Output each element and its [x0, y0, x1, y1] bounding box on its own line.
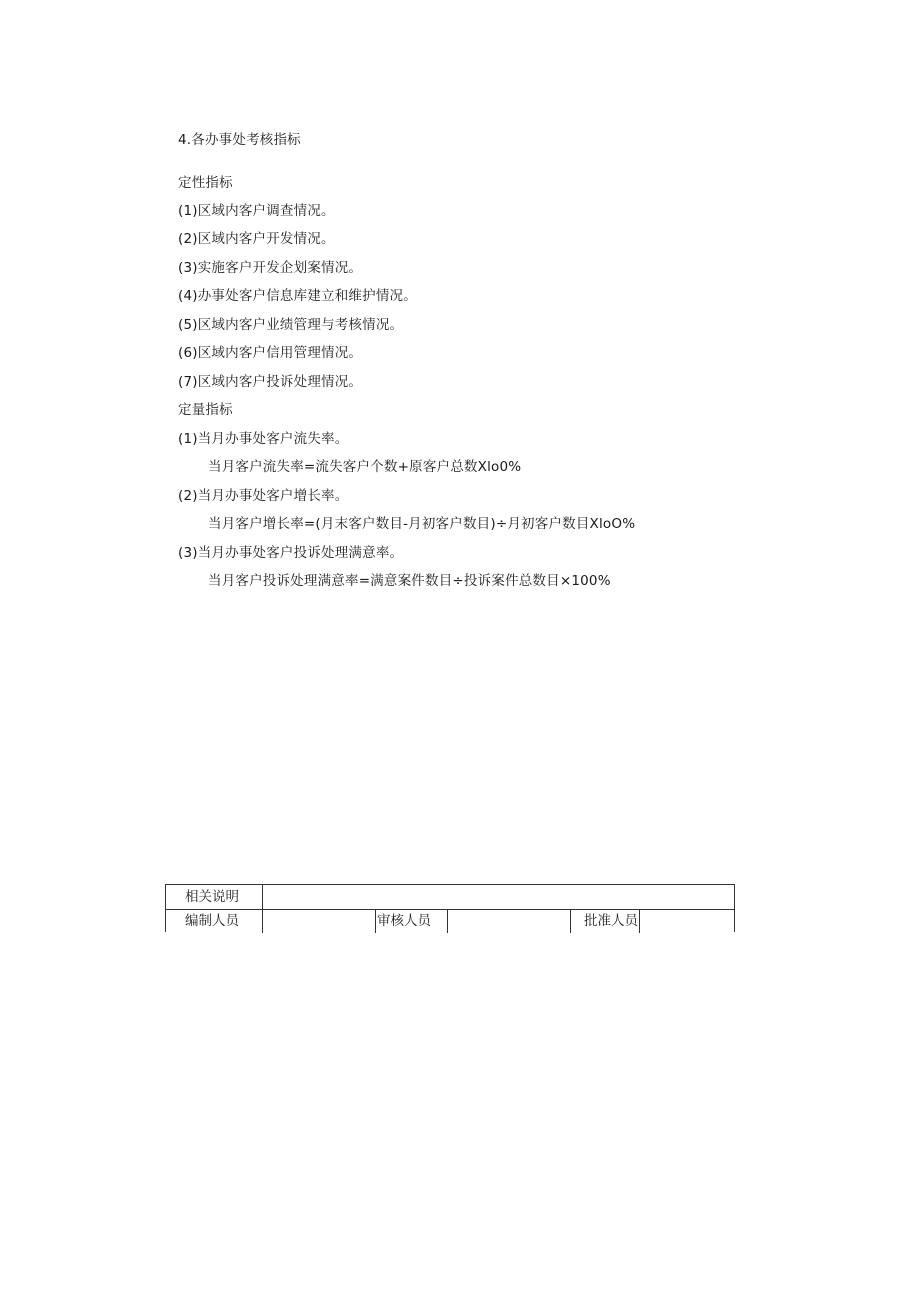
cell-divider: [262, 885, 263, 909]
quantitative-item-formula: 当月客户增长率=(月末客户数目-月初客户数目)÷月初客户数目XloO%: [208, 516, 636, 532]
approval-table: [165, 884, 735, 932]
quantitative-item-formula: 当月客户投诉处理满意率=满意案件数目÷投诉案件总数目×100%: [208, 573, 611, 589]
prepared-by-label: 编制人员: [185, 913, 239, 929]
qualitative-heading: 定性指标: [178, 175, 233, 191]
qualitative-item: (1)区域内客户调查情况。: [178, 203, 335, 219]
approved-by-label: 批准人员: [584, 913, 638, 929]
reviewed-by-label: 审核人员: [377, 913, 431, 929]
related-notes-label: 相关说明: [185, 889, 239, 905]
cell-divider: [639, 909, 640, 933]
qualitative-item: (3)实施客户开发企划案情况。: [178, 260, 363, 276]
cell-divider: [262, 909, 263, 933]
qualitative-item: (7)区域内客户投诉处理情况。: [178, 374, 363, 390]
quantitative-heading: 定量指标: [178, 402, 233, 418]
quantitative-item-formula: 当月客户流失率=流失客户个数+原客户总数Xlo0%: [208, 459, 522, 475]
qualitative-item: (6)区域内客户信用管理情况。: [178, 345, 363, 361]
cell-divider: [375, 909, 376, 933]
qualitative-item: (4)办事处客户信息库建立和维护情况。: [178, 288, 417, 304]
signoff-row: [166, 909, 734, 933]
related-notes-row: [166, 885, 734, 910]
cell-divider: [570, 909, 571, 933]
qualitative-item: (2)区域内客户开发情况。: [178, 231, 335, 247]
section-title: 4.各办事处考核指标: [178, 132, 301, 148]
cell-divider: [447, 909, 448, 933]
qualitative-item: (5)区域内客户业绩管理与考核情况。: [178, 317, 404, 333]
quantitative-item-title: (2)当月办事处客户增长率。: [178, 488, 349, 504]
quantitative-item-title: (3)当月办事处客户投诉处理满意率。: [178, 545, 404, 561]
quantitative-item-title: (1)当月办事处客户流失率。: [178, 431, 349, 447]
